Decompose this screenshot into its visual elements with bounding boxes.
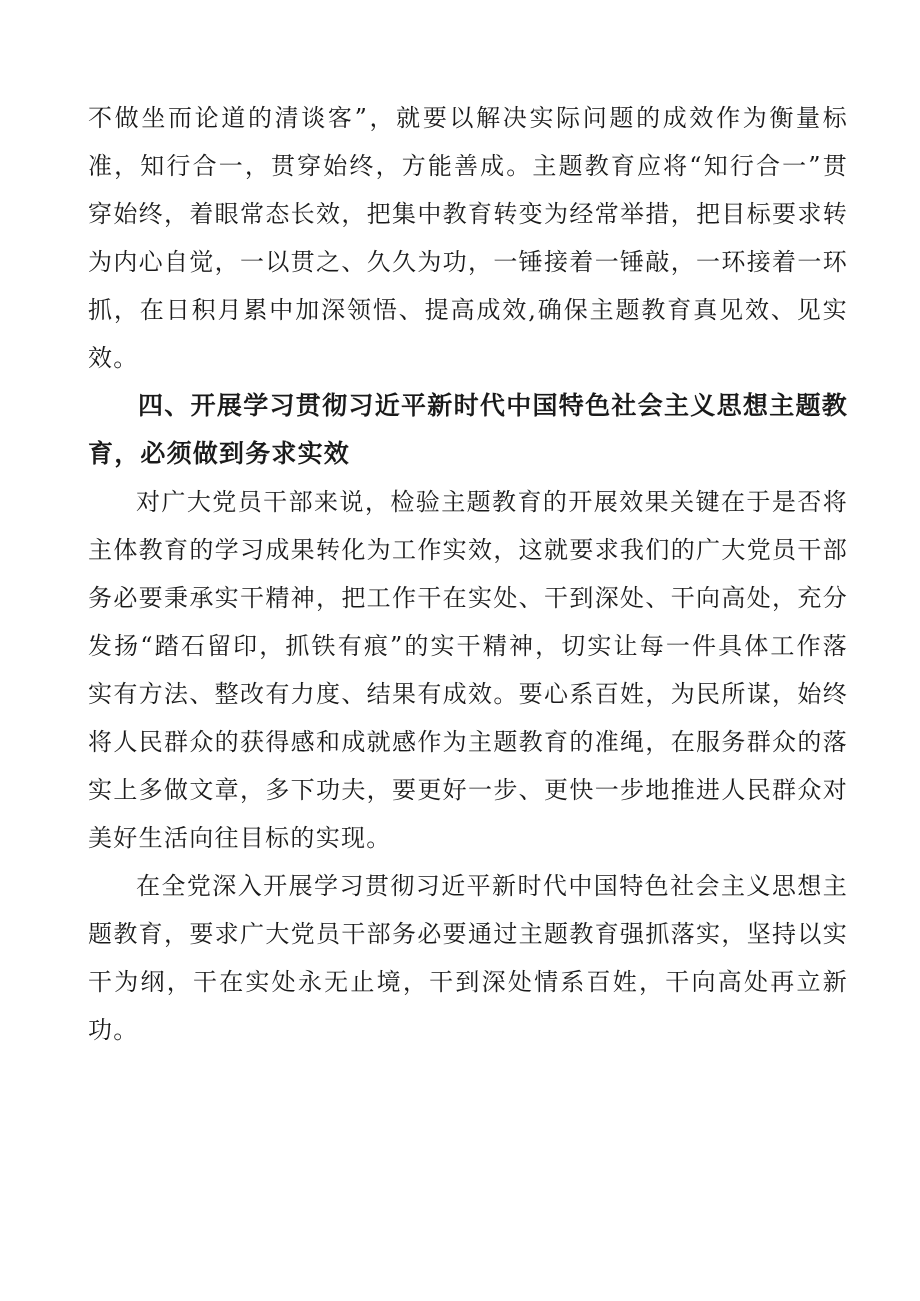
paragraph-body: 对广大党员干部来说，检验主题教育的开展效果关键在于是否将主体教育的学习成果转化为工作实效，这就要求我们的广大党员干部务必要秉承实干精神，把工作干在实处、干到深处、干向高处，充分发扬“踏石留印，抓铁有痕”的实干精神，切实让每一件具体工作落实有方法、整改有力度、结果有成效。要心系百姓，为民所谋，始终将人民群众的获得感和成就感作为主题教育的准绳，在服务群众的落实上多做文章，多下功夫，要更好一步、更快一步地推进人民群众对美好生活向往目标的实现。 xyxy=(88,488,848,852)
document-page xyxy=(88,94,848,1054)
paragraph-continuation: 不做坐而论道的清谈客”，就要以解决实际问题的成效作为衡量标准，知行合一，贯穿始终，方能善成。主题教育应将“知行合一”贯穿始终，着眼常态长效，把集中教育转变为经常举措，把目标要求转为内心自觉，一以贯之、久久为功，一锤接着一锤敲，一环接着一环抓，在日积月累中加深领悟、提高成效,确保主题教育真见效、见实效。 xyxy=(88,104,848,372)
paragraph-body: 在全党深入开展学习贯彻习近平新时代中国特色社会主义思想主题教育，要求广大党员干部务必要通过主题教育强抓落实，坚持以实干为纲，干在实处永无止境，干到深处情系百姓，干向高处再立新功。 xyxy=(88,872,848,1044)
section-heading: 四、开展学习贯彻习近平新时代中国特色社会主义思想主题教育，必须做到务求实效 xyxy=(88,391,848,468)
